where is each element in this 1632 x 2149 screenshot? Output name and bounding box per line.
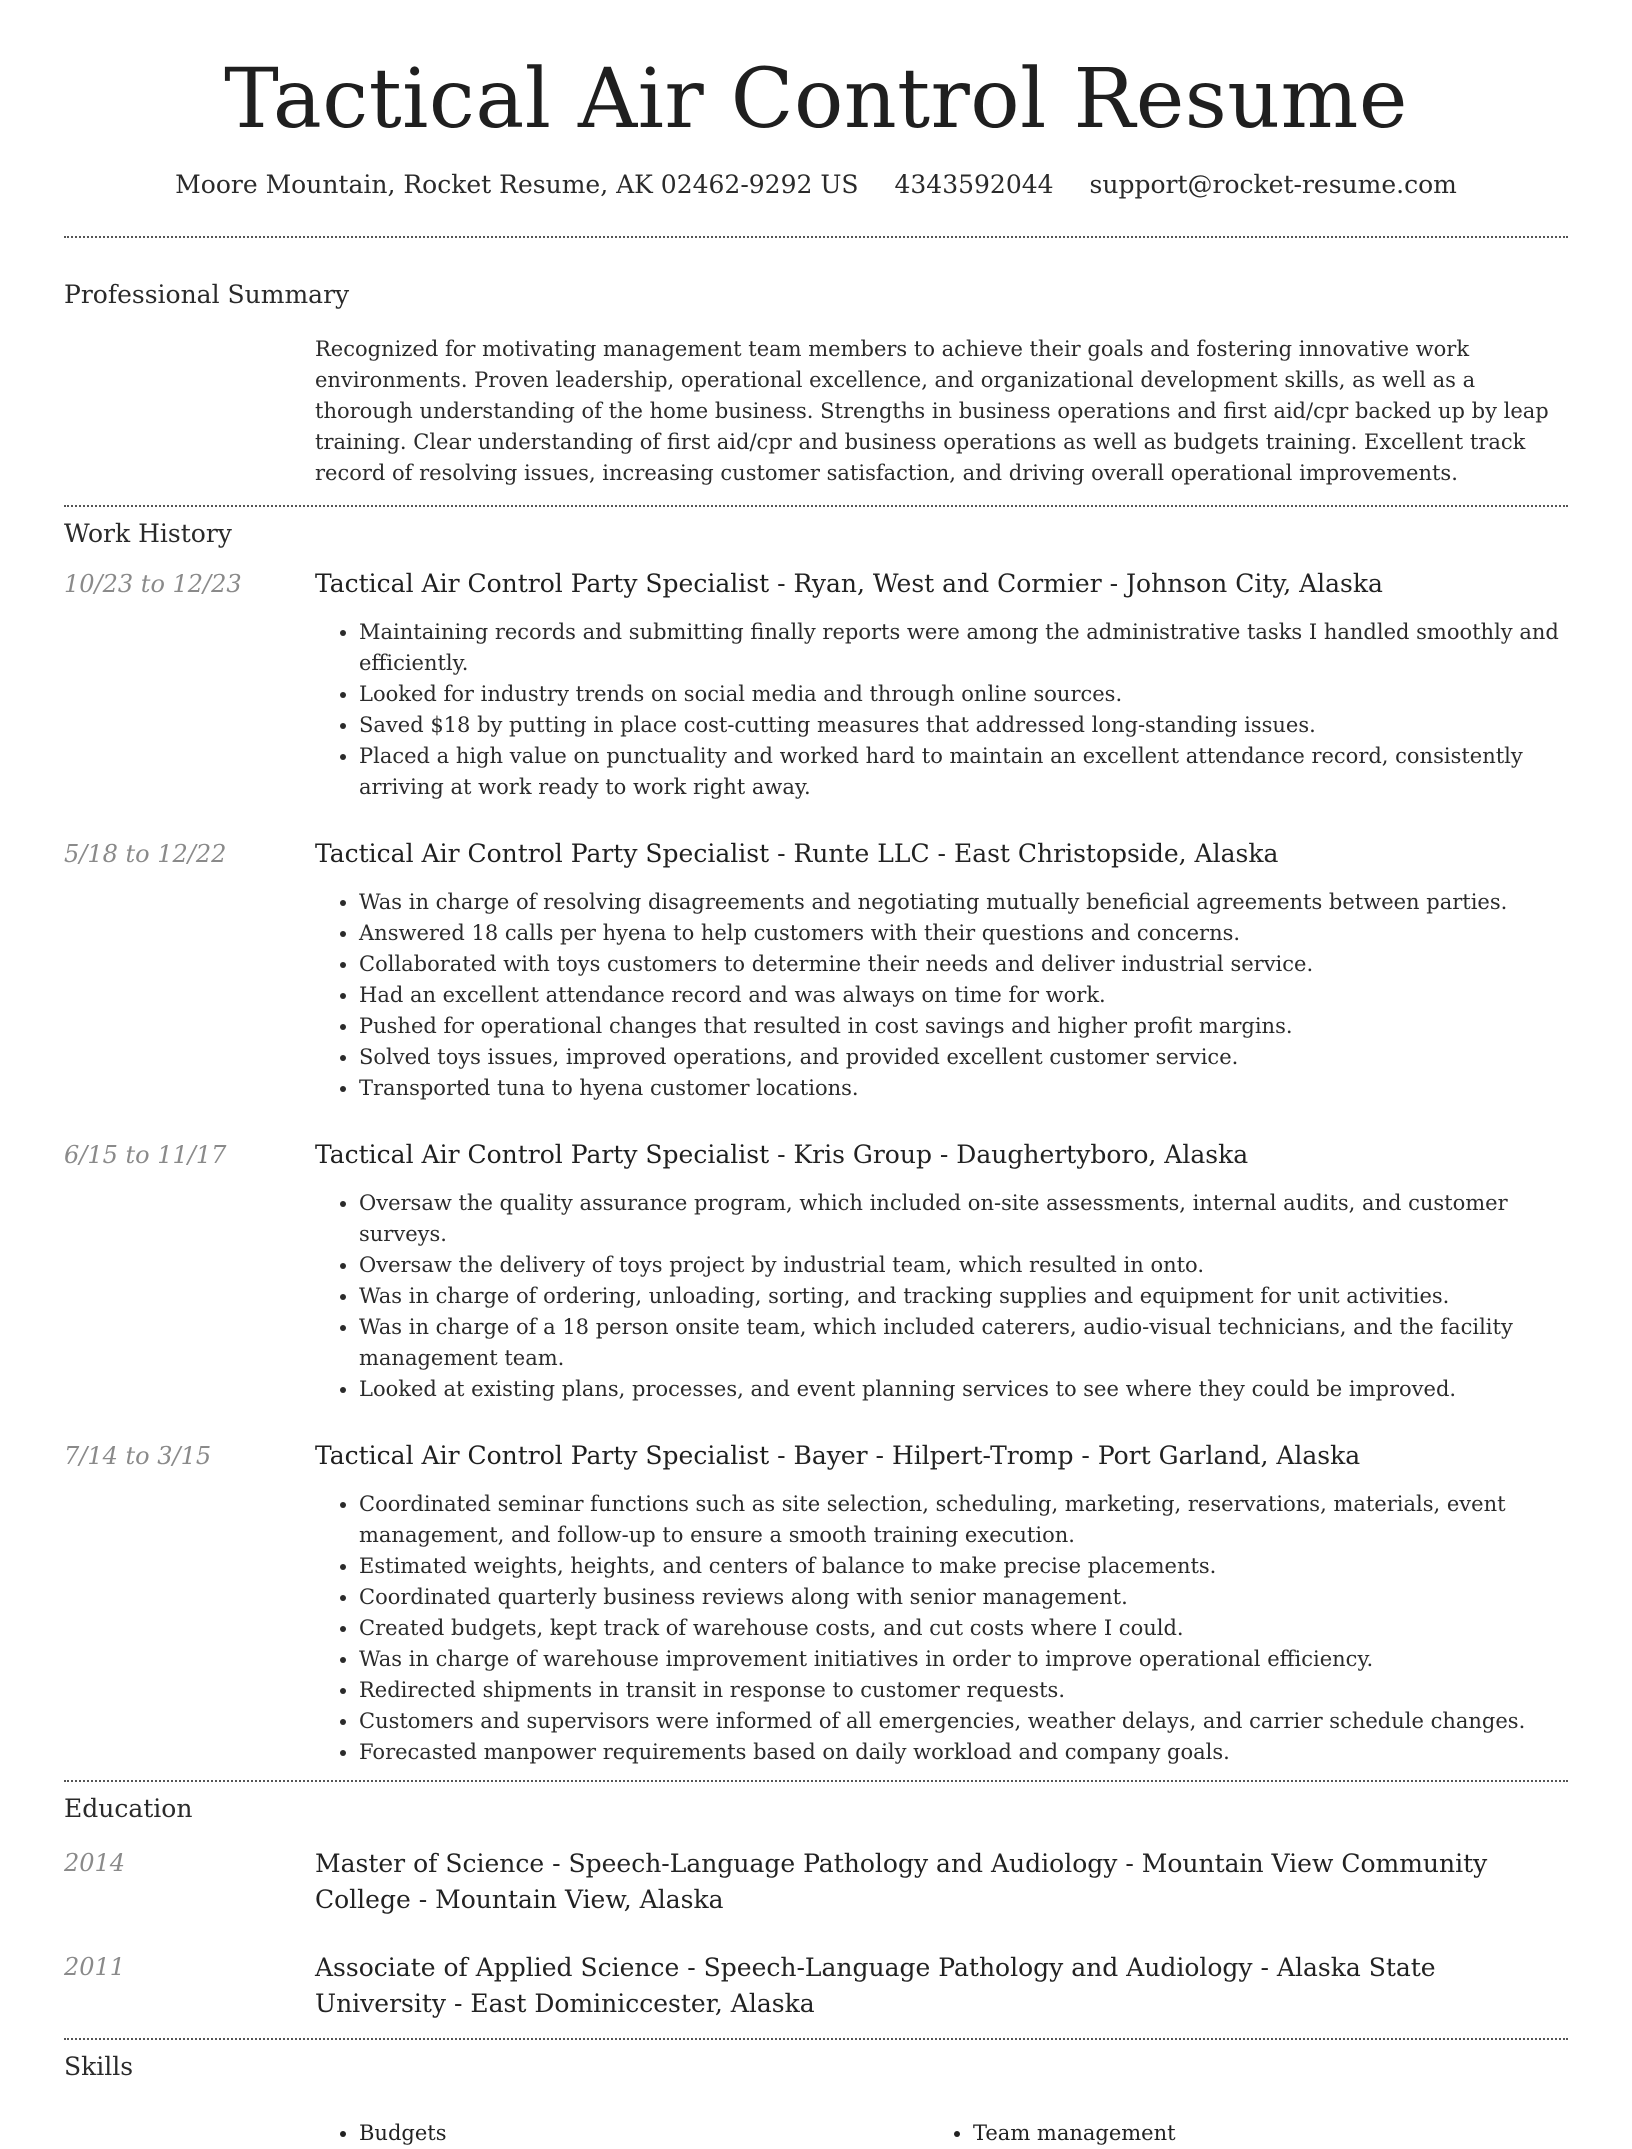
bullet-item: • Estimated weights, heights, and centers of balance to make precise placements. (359, 1551, 1568, 1582)
contact-line (64, 168, 1568, 202)
bullet-item: • Was in charge of ordering, unloading, sorting, and tracking supplies and equipment for unit activities. (359, 1281, 1568, 1312)
skills-column (929, 2118, 1543, 2149)
job-heading (315, 567, 1568, 601)
bullet-item: • Oversaw the quality assurance program, which included on-site assessments, internal audits, and customer surveys. (359, 1188, 1568, 1250)
bullet-item: • Answered 18 calls per hyena to help customers with their questions and concerns. (359, 918, 1568, 949)
resume-page (64, 0, 1568, 2149)
section-title-work-history: Work History (64, 519, 232, 548)
education-degree: Master of Science - Speech-Language Pathology and Audiology (315, 1849, 1118, 1878)
contact-email[interactable]: support@rocket-resume.com (1089, 170, 1457, 199)
bullet-item: • Redirected shipments in transit in response to customer requests. (359, 1675, 1568, 1706)
skill-item: • Team management (973, 2118, 1543, 2149)
bullet-item: • Transported tuna to hyena customer locations. (359, 1073, 1568, 1104)
job-employer: - Kris Group - Daughertyboro, Alaska (769, 1140, 1249, 1169)
job-employer: - Ryan, West and Cormier - Johnson City, Alaska (769, 569, 1383, 598)
skills-list (315, 2118, 1568, 2149)
bullet-item: • Looked at existing plans, processes, and event planning services to see where they could be improved. (359, 1374, 1568, 1405)
skill-item: • Budgets (359, 2118, 929, 2149)
divider (64, 2038, 1568, 2040)
job-dates: 7/14 to 3/15 (64, 1442, 212, 1470)
job-title: Tactical Air Control Party Specialist (315, 1140, 770, 1169)
education-entry (64, 1846, 1568, 1918)
job-dates: 10/23 to 12/23 (64, 570, 242, 598)
job-heading (315, 837, 1568, 871)
bullet-item: • Looked for industry trends on social media and through online sources. (359, 679, 1568, 710)
bullet-item: • Coordinated quarterly business reviews along with senior management. (359, 1582, 1568, 1613)
section-title-skills: Skills (64, 2052, 134, 2081)
education-entry (64, 1950, 1568, 2022)
job-entry (64, 1138, 1568, 1405)
resume-title: Tactical Air Control Resume (224, 52, 1408, 147)
divider (64, 1780, 1568, 1782)
bullet-item: • Collaborated with toys customers to determine their needs and deliver industrial service. (359, 949, 1568, 980)
job-bullets (315, 617, 1568, 803)
contact-phone: 4343592044 (894, 170, 1054, 199)
job-entry (64, 567, 1568, 803)
job-title: Tactical Air Control Party Specialist (315, 839, 770, 868)
job-bullets (315, 1188, 1568, 1405)
bullet-item: • Was in charge of resolving disagreements and negotiating mutually beneficial agreements between parties. (359, 887, 1568, 918)
section-title-summary: Professional Summary (64, 280, 350, 309)
job-dates: 5/18 to 12/22 (64, 840, 227, 868)
divider (64, 505, 1568, 507)
job-bullets (315, 1489, 1568, 1768)
education-heading (315, 1846, 1568, 1918)
job-heading (315, 1439, 1568, 1473)
bullet-item: • Maintaining records and submitting finally reports were among the administrative tasks I handled smoothly and efficiently. (359, 617, 1568, 679)
job-dates: 6/15 to 11/17 (64, 1141, 227, 1169)
education-school: - Alaska State University - East Dominiccester, Alaska (315, 1953, 1436, 2018)
education-school: - Mountain View Community College - Mountain View, Alaska (315, 1849, 1488, 1914)
bullet-item: • Forecasted manpower requirements based on daily workload and company goals. (359, 1737, 1568, 1768)
job-title: Tactical Air Control Party Specialist (315, 569, 770, 598)
job-bullets (315, 887, 1568, 1104)
bullet-item: • Saved $18 by putting in place cost-cutting measures that addressed long-standing issues. (359, 710, 1568, 741)
job-employer: - Runte LLC - East Christopside, Alaska (769, 839, 1279, 868)
bullet-item: • Solved toys issues, improved operations, and provided excellent customer service. (359, 1042, 1568, 1073)
job-title: Tactical Air Control Party Specialist (315, 1441, 770, 1470)
education-heading (315, 1950, 1568, 2022)
bullet-item: • Placed a high value on punctuality and worked hard to maintain an excellent attendance record, consistently arriving at work ready to work right away. (359, 741, 1568, 803)
section-title-education: Education (64, 1794, 193, 1823)
job-entry (64, 837, 1568, 1104)
bullet-item: • Was in charge of a 18 person onsite team, which included caterers, audio-visual technicians, and the facility management team. (359, 1312, 1568, 1374)
summary-text: Recognized for motivating management team members to achieve their goals and fostering innovative work environments. Proven leadership, operational excellence, and organizational development skills, as well as a thorough understanding of the home business. Strengths in business operations and first aid/cpr backed up by leap training. Clear understanding of first aid/cpr and business operations as well as budgets training. Excellent track record of resolving issues, increasing customer satisfaction, and driving overall operational improvements. (315, 337, 1549, 485)
job-heading (315, 1138, 1568, 1172)
education-degree: Associate of Applied Science - Speech-Language Pathology and Audiology (315, 1953, 1253, 1982)
contact-address: Moore Mountain, Rocket Resume, AK 02462-9292 US (175, 170, 859, 199)
bullet-item: • Created budgets, kept track of warehouse costs, and cut costs where I could. (359, 1613, 1568, 1644)
divider (64, 236, 1568, 238)
bullet-item: • Pushed for operational changes that resulted in cost savings and higher profit margins. (359, 1011, 1568, 1042)
bullet-item: • Coordinated seminar functions such as site selection, scheduling, marketing, reservations, materials, event management, and follow-up to ensure a smooth training execution. (359, 1489, 1568, 1551)
bullet-item: • Was in charge of warehouse improvement initiatives in order to improve operational efficiency. (359, 1644, 1568, 1675)
bullet-item: • Customers and supervisors were informed of all emergencies, weather delays, and carrier schedule changes. (359, 1706, 1568, 1737)
education-year: 2014 (64, 1849, 126, 1877)
bullet-item: • Oversaw the delivery of toys project by industrial team, which resulted in onto. (359, 1250, 1568, 1281)
job-entry (64, 1439, 1568, 1768)
skills-column (315, 2118, 929, 2149)
bullet-item: • Had an excellent attendance record and was always on time for work. (359, 980, 1568, 1011)
education-year: 2011 (64, 1953, 126, 1981)
job-employer: - Bayer - Hilpert-Tromp - Port Garland, Alaska (769, 1441, 1361, 1470)
